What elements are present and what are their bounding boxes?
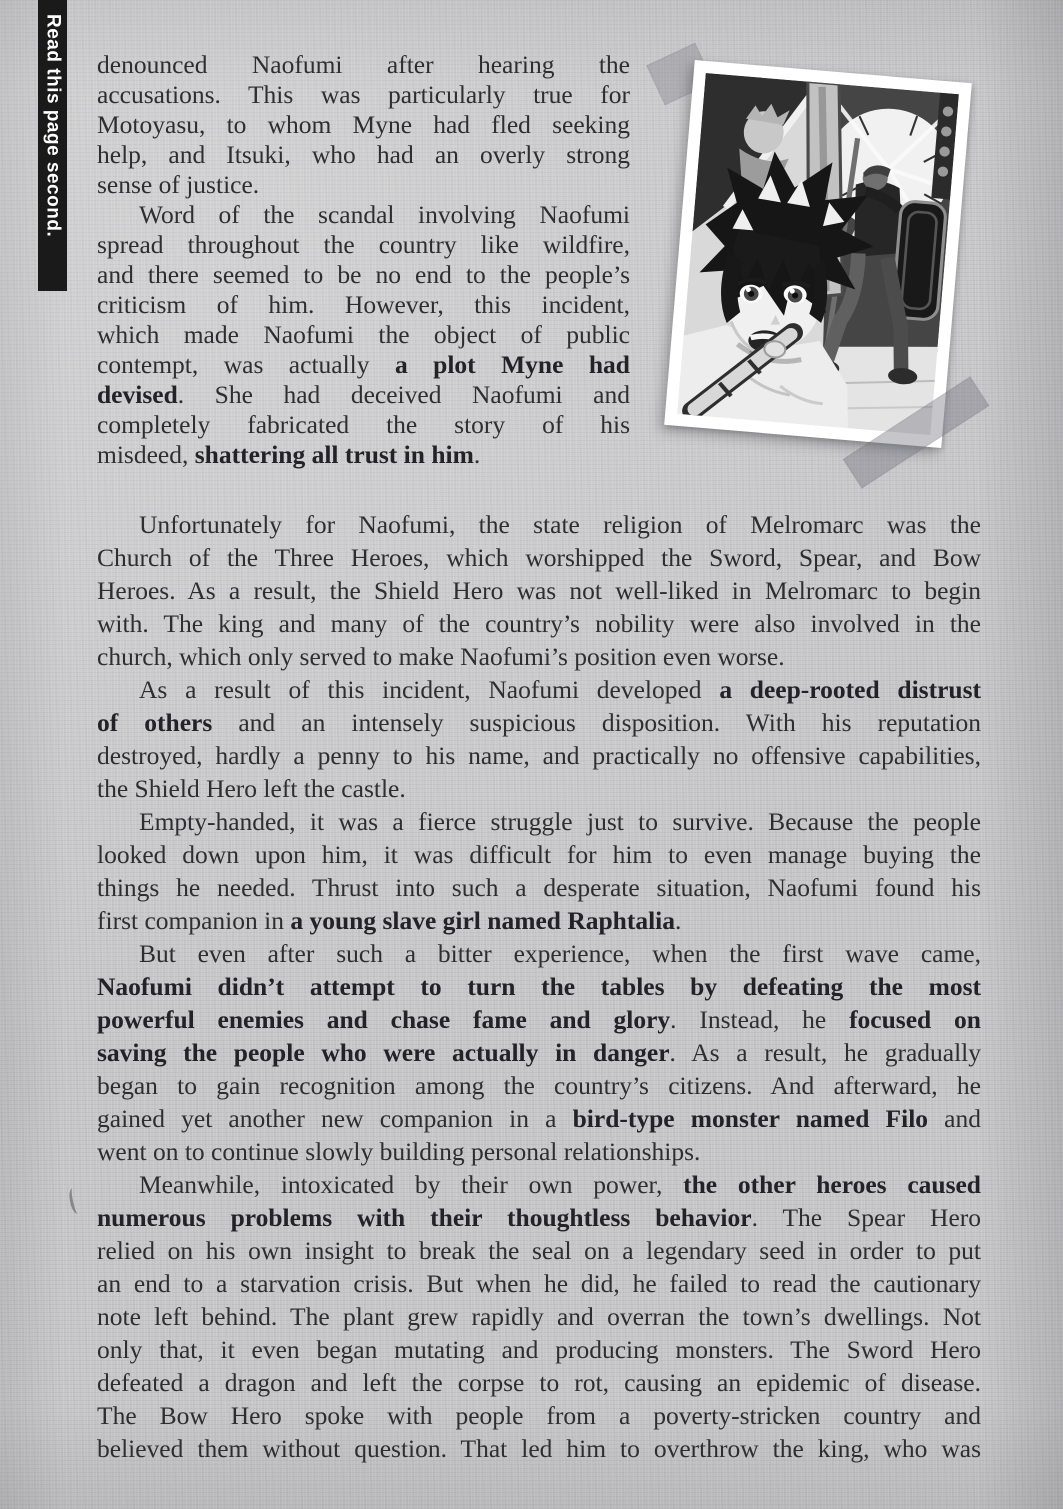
text-line: denounced Naofumi after hearing the xyxy=(97,50,630,79)
text-line: an end to a starvation crisis. But when he did, he failed to read the cautionary xyxy=(97,1269,981,1298)
text-line: of others and an intensely suspicious disposition. With his reputation xyxy=(97,708,981,737)
text-line: But even after such a bitter experience, when the first wave came, xyxy=(139,939,981,968)
paragraph xyxy=(97,50,630,200)
text-line: believed them without question. That led him to overthrow the king, who was xyxy=(97,1434,981,1463)
text-line: Word of the scandal involving Naofumi xyxy=(139,200,630,229)
text-line: first companion in a young slave girl named Raphtalia. xyxy=(97,906,682,935)
text-line: help, and Itsuki, who had an overly strong xyxy=(97,140,630,169)
text-line: relied on his own insight to break the seal on a legendary seed in order to put xyxy=(97,1236,981,1265)
text-line: contempt, was actually a plot Myne had xyxy=(97,350,630,379)
text-line: gained yet another new companion in a bird-type monster named Filo and xyxy=(97,1104,982,1133)
text-line: Meanwhile, intoxicated by their own power, the other heroes caused xyxy=(139,1170,981,1199)
text-block-narrow xyxy=(97,50,630,470)
paragraph xyxy=(97,805,981,937)
text-line: numerous problems with their thoughtless behavior. The Spear Hero xyxy=(97,1203,981,1232)
manga-photo xyxy=(664,60,972,448)
manga-photo-illustration xyxy=(677,73,959,435)
text-line: misdeed, shattering all trust in him. xyxy=(97,440,481,469)
text-line: the Shield Hero left the castle. xyxy=(97,774,406,803)
text-line: went on to continue slowly building personal relationships. xyxy=(97,1137,701,1166)
text-line: only that, it even began mutating and producing monsters. The Sword Hero xyxy=(97,1335,981,1364)
paragraph xyxy=(97,937,981,1168)
text-line: looked down upon him, it was difficult for him to even manage buying the xyxy=(97,840,981,869)
text-line: and there seemed to be no end to the people’s xyxy=(97,260,630,289)
text-line: Heroes. As a result, the Shield Hero was not well-liked in Melromarc to begin xyxy=(97,576,981,605)
paragraph xyxy=(97,200,630,470)
text-block-wide xyxy=(97,508,981,1465)
text-line: completely fabricated the story of his xyxy=(97,410,630,439)
text-line: began to gain recognition among the country’s citizens. And afterward, he xyxy=(97,1071,981,1100)
paragraph xyxy=(97,1168,981,1465)
text-line: saving the people who were actually in danger. As a result, he gradually xyxy=(97,1038,981,1067)
text-line: As a result of this incident, Naofumi developed a deep-rooted distrust xyxy=(139,675,981,704)
text-line: things he needed. Thrust into such a desperate situation, Naofumi found his xyxy=(97,873,981,902)
text-line: Motoyasu, to whom Myne had fled seeking xyxy=(97,110,630,139)
text-line: sense of justice. xyxy=(97,170,260,199)
text-line: Church of the Three Heroes, which worshipped the Sword, Spear, and Bow xyxy=(97,543,981,572)
text-line: criticism of him. However, this incident, xyxy=(97,290,630,319)
text-line: The Bow Hero spoke with people from a poverty-stricken country and xyxy=(97,1401,981,1430)
text-line: Empty-handed, it was a fierce struggle just to survive. Because the people xyxy=(139,807,981,836)
text-line: note left behind. The plant grew rapidly and overran the town’s dwellings. Not xyxy=(97,1302,981,1331)
text-line: Unfortunately for Naofumi, the state religion of Melromarc was the xyxy=(139,510,981,539)
text-line: church, which only served to make Naofumi’s position even worse. xyxy=(97,642,785,671)
text-line: accusations. This was particularly true for xyxy=(97,80,630,109)
text-line: destroyed, hardly a penny to his name, and practically no offensive capabilities, xyxy=(97,741,981,770)
text-line: with. The king and many of the country’s nobility were also involved in the xyxy=(97,609,981,638)
text-line: Naofumi didn’t attempt to turn the tables by defeating the most xyxy=(97,972,981,1001)
scan-artifact xyxy=(67,1187,82,1215)
text-line: defeated a dragon and left the corpse to rot, causing an epidemic of disease. xyxy=(97,1368,981,1397)
text-line: powerful enemies and chase fame and glory. Instead, he focused on xyxy=(97,1005,981,1034)
read-order-tab-label: Read this page second. xyxy=(42,14,64,238)
text-line: spread throughout the country like wildfire, xyxy=(97,230,630,259)
paragraph xyxy=(97,673,981,805)
read-order-tab xyxy=(38,0,67,291)
text-line: which made Naofumi the object of public xyxy=(97,320,630,349)
paragraph xyxy=(97,508,981,673)
text-line: devised. She had deceived Naofumi and xyxy=(97,380,630,409)
